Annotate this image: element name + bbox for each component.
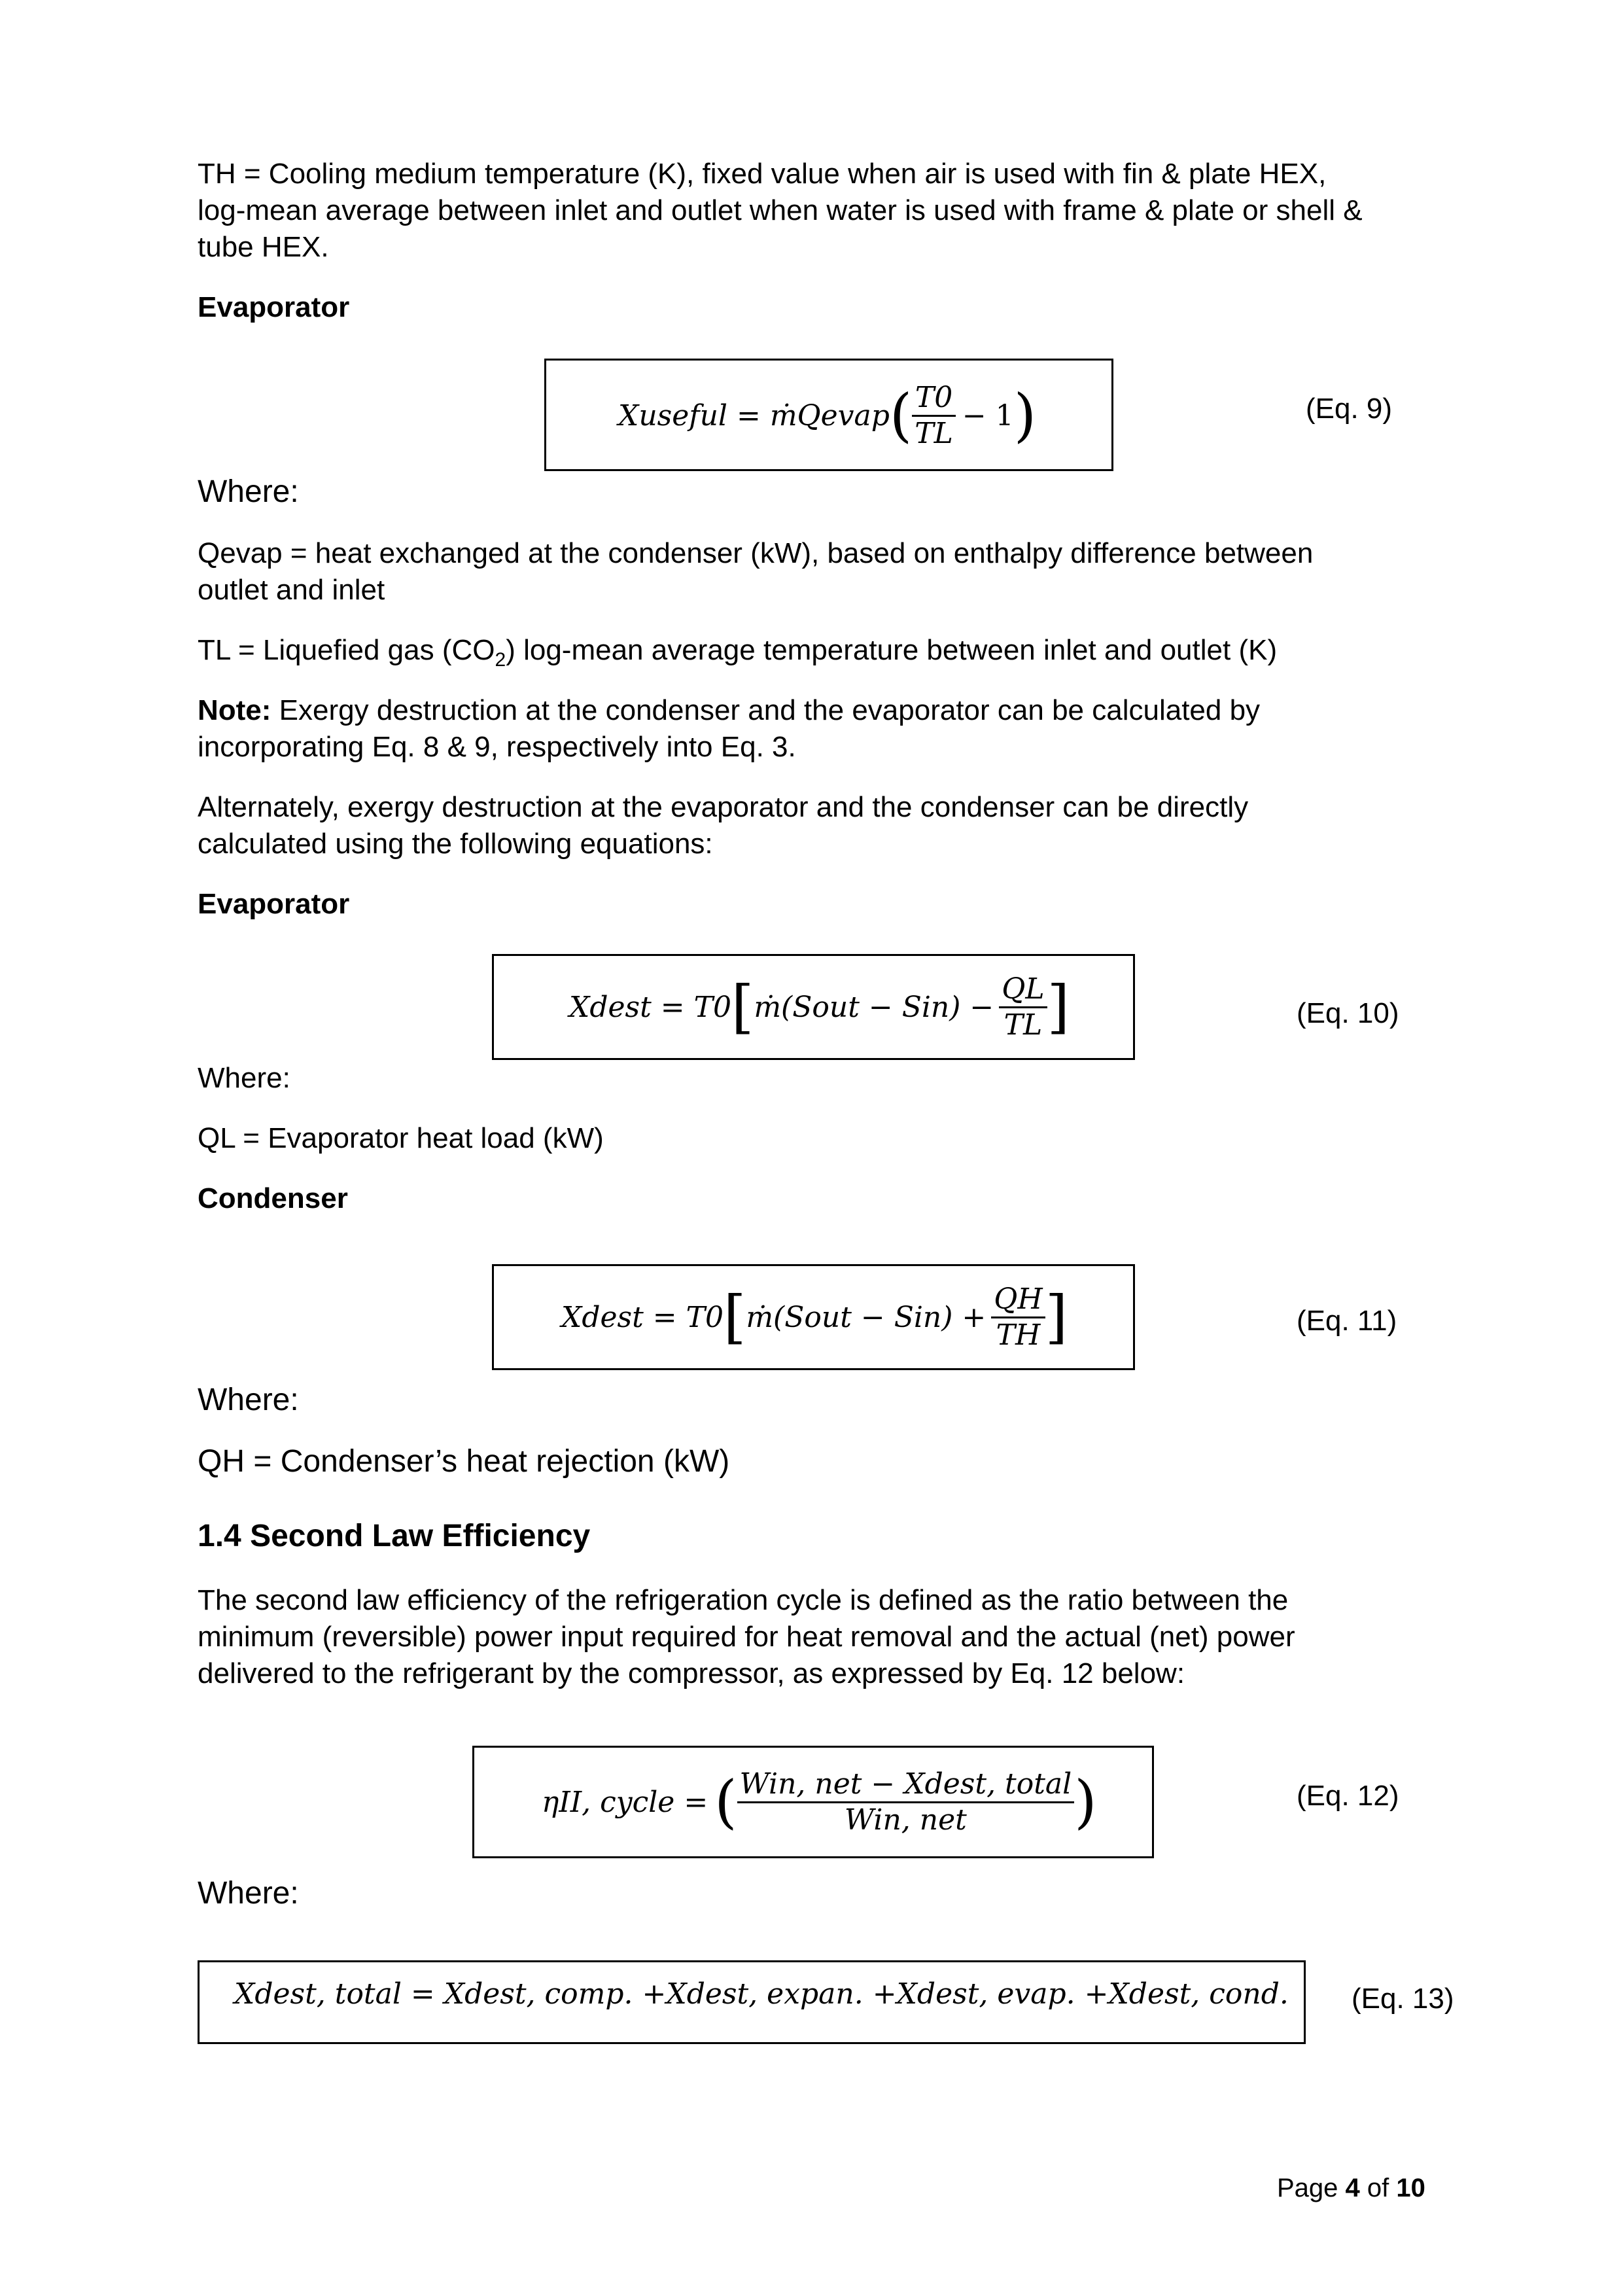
- note-line1: [198, 692, 1260, 729]
- eq10-open-bracket: [: [731, 973, 754, 1040]
- note-line2: incorporating Eq. 8 & 9, respectively into Eq. 3.: [198, 731, 796, 763]
- eq10-numerator: QL: [999, 972, 1047, 1008]
- eq9-close-paren: ): [1013, 381, 1037, 449]
- para-th-line1: TH = Cooling medium temperature (K), fixed value when air is used with fin & plate HEX,: [198, 158, 1327, 190]
- eq9-fraction: [912, 381, 956, 451]
- eq10-body: ṁ(Sout − Sin) −: [754, 990, 994, 1024]
- eq11-close-bracket: ]: [1045, 1283, 1068, 1351]
- eq9-tail: − 1: [962, 398, 1014, 433]
- heading-condenser: Condenser: [198, 1182, 348, 1214]
- para-qh: QH = Condenser’s heat rejection (kW): [198, 1444, 730, 1479]
- para-second-law-line3: delivered to the refrigerant by the compressor, as expressed by Eq. 12 below:: [198, 1657, 1185, 1689]
- para-tl-before: TL = Liquefied gas (CO: [198, 634, 495, 666]
- where-label: Where:: [198, 1383, 299, 1417]
- eq12-close-paren: ): [1074, 1768, 1097, 1835]
- para-second-law-line1: The second law efficiency of the refrigeration cycle is defined as the ratio between the: [198, 1584, 1289, 1616]
- eq12-numerator: Win, net − Xdest, total: [737, 1767, 1075, 1803]
- note-label: Note:: [198, 694, 271, 726]
- equation-eq11: [561, 1268, 1068, 1366]
- para-qevap-line2: outlet and inlet: [198, 574, 385, 606]
- equation-eq12: [542, 1752, 1097, 1852]
- eq9-numerator: T0: [912, 381, 956, 417]
- para-tl: [198, 632, 1277, 679]
- para-alternately-line2: calculated using the following equations:: [198, 828, 713, 860]
- eq10-lhs: Xdest = T0: [569, 990, 731, 1024]
- page-prefix: Page: [1277, 2174, 1346, 2202]
- para-th-line2: log-mean average between inlet and outlet when water is used with frame & plate or shell &: [198, 194, 1363, 226]
- page-number: [1277, 2170, 1425, 2206]
- para-tl-subscript: 2: [495, 648, 506, 671]
- eq12-denominator: Win, net: [844, 1803, 967, 1837]
- para-tl-after: ) log-mean average temperature between inlet and outlet (K): [506, 634, 1278, 666]
- eq12-label: (Eq. 12): [1297, 1780, 1399, 1812]
- note-text: Exergy destruction at the condenser and the evaporator can be calculated by: [271, 694, 1261, 726]
- para-th-line3: tube HEX.: [198, 231, 329, 263]
- eq11-body: ṁ(Sout − Sin) +: [746, 1300, 986, 1334]
- eq12-fraction: [737, 1767, 1075, 1837]
- equation-eq13: Xdest, total = Xdest, comp. +Xdest, expan. +Xdest, evap. +Xdest, cond.: [234, 1977, 1289, 2011]
- eq11-label: (Eq. 11): [1297, 1305, 1397, 1337]
- eq11-lhs: Xdest = T0: [561, 1300, 724, 1334]
- eq13-label: (Eq. 13): [1352, 1983, 1454, 2015]
- page-middle: of: [1359, 2174, 1397, 2202]
- heading-evaporator: Evaporator: [198, 888, 350, 920]
- eq9-label: (Eq. 9): [1306, 393, 1393, 425]
- heading-evaporator: Evaporator: [198, 291, 350, 323]
- eq10-label: (Eq. 10): [1297, 997, 1399, 1029]
- where-label: Where:: [198, 1062, 290, 1094]
- eq11-numerator: QH: [991, 1282, 1045, 1318]
- eq10-denominator: TL: [1003, 1008, 1043, 1042]
- equation-eq10: [569, 958, 1070, 1056]
- eq11-open-bracket: [: [723, 1283, 746, 1351]
- eq9-lhs: Xuseful = ṁQevap: [618, 398, 890, 433]
- page-current: 4: [1345, 2174, 1360, 2202]
- para-qevap-line1: Qevap = heat exchanged at the condenser (kW), based on enthalpy difference between: [198, 537, 1314, 569]
- page-total: 10: [1396, 2174, 1425, 2202]
- para-alternately-line1: Alternately, exergy destruction at the evaporator and the condenser can be directly: [198, 791, 1249, 823]
- section-heading: 1.4 Second Law Efficiency: [198, 1519, 591, 1553]
- eq12-lhs: ηII, cycle =: [542, 1785, 708, 1819]
- eq9-denominator: TL: [915, 416, 953, 450]
- eq11-fraction: [991, 1282, 1045, 1352]
- para-second-law-line2: minimum (reversible) power input required for heat removal and the actual (net) power: [198, 1621, 1295, 1653]
- where-label: Where:: [198, 1876, 299, 1911]
- where-label: Where:: [198, 474, 299, 509]
- eq11-denominator: TH: [996, 1318, 1041, 1352]
- equation-eq9: [618, 366, 1036, 465]
- para-ql: QL = Evaporator heat load (kW): [198, 1122, 604, 1154]
- eq9-open-paren: (: [889, 381, 913, 449]
- eq10-fraction: [999, 972, 1047, 1042]
- eq12-open-paren: (: [714, 1768, 737, 1835]
- eq10-close-bracket: ]: [1047, 973, 1070, 1040]
